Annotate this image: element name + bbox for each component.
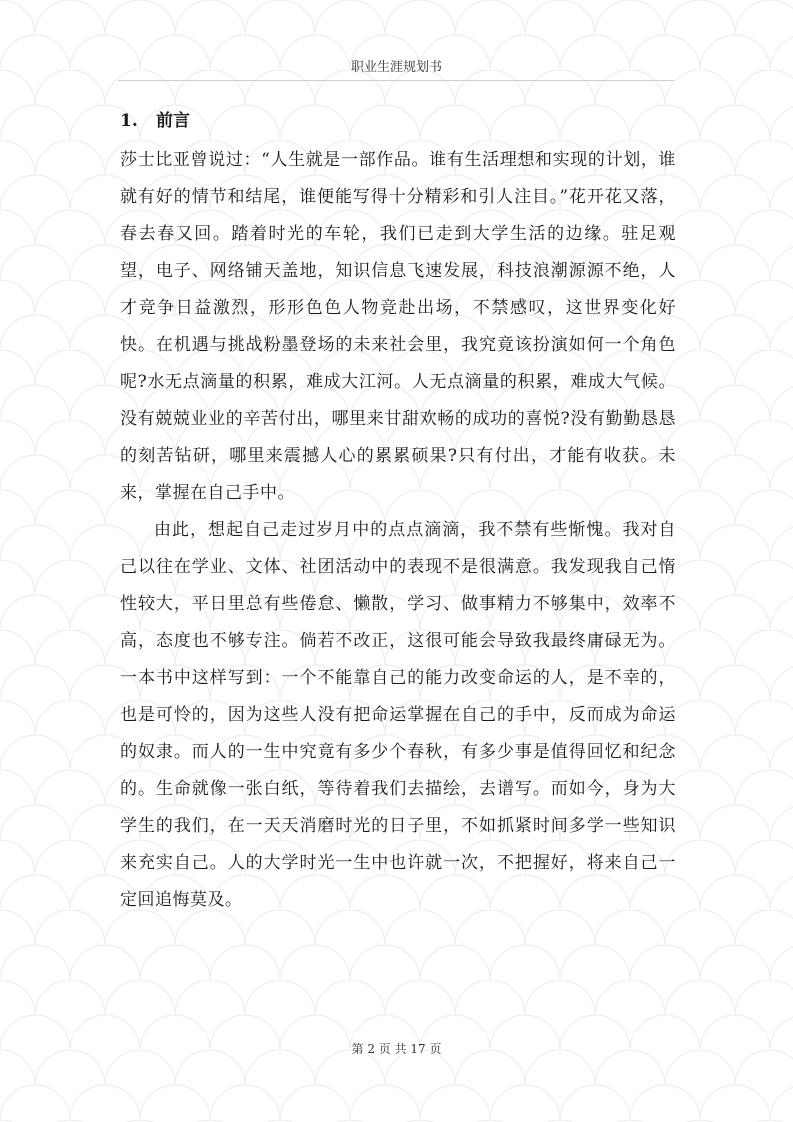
body-text <box>120 142 676 919</box>
header-divider <box>118 80 674 81</box>
page-header-title: 职业生涯规划书 <box>350 60 442 75</box>
section-heading <box>120 106 190 131</box>
page-number-footer: 第 2 页 共 17 页 <box>351 1042 442 1056</box>
paragraph: 莎士比亚曾说过：“人生就是一部作品。谁有生活理想和实现的计划，谁就有好的情节和结尾，谁便能写得十分精彩和引人注目。”花开花又落，春去春又回。踏着时光的车轮，我们已走到大学生活的边缘。驻足观望，电子、网络铺天盖地，知识信息飞速发展，科技浪潮源源不绝，人才竞争日益激烈，形形色色人物竞赴出场，不禁感叹，这世界变化好快。在机遇与挑战粉墨登场的未来社会里，我究竟该扮演如何一个角色呢?水无点滴量的积累，难成大江河。人无点滴量的积累，难成大气候。没有兢兢业业的辛苦付出，哪里来甘甜欢畅的成功的喜悦?没有勤勤恳恳的刻苦钻研，哪里来震撼人心的累累硕果?只有付出，才能有收获。未来，掌握在自己手中。 <box>120 150 676 503</box>
section-title: 前言 <box>156 111 190 131</box>
paragraph: 由此，想起自己走过岁月中的点点滴滴，我不禁有些惭愧。我对自己以往在学业、文体、社团活动中的表现不是很满意。我发现我自己惰性较大，平日里总有些倦怠、懒散，学习、做事精力不够集中，效率不高，态度也不够专注。倘若不改正，这很可能会导致我最终庸碌无为。 一本书中这样写到：一个不能靠自己的能力改变命运的人，是不幸的，也是可怜的，因为这些人没有把命运掌握在自己的手中，反而成为命运的奴隶。而人的一生中究竟有多少个春秋，有多少事是值得回忆和纪念的。生命就像一张白纸，等待着我们去描绘，去谱写。而如今，身为大学生的我们，在一天天消磨时光的日子里，不如抓紧时间多学一些知识来充实自己。人的大学时光一生中也许就一次，不把握好，将来自己一定回追悔莫及。 <box>120 520 676 910</box>
section-number: 1. <box>120 111 138 131</box>
